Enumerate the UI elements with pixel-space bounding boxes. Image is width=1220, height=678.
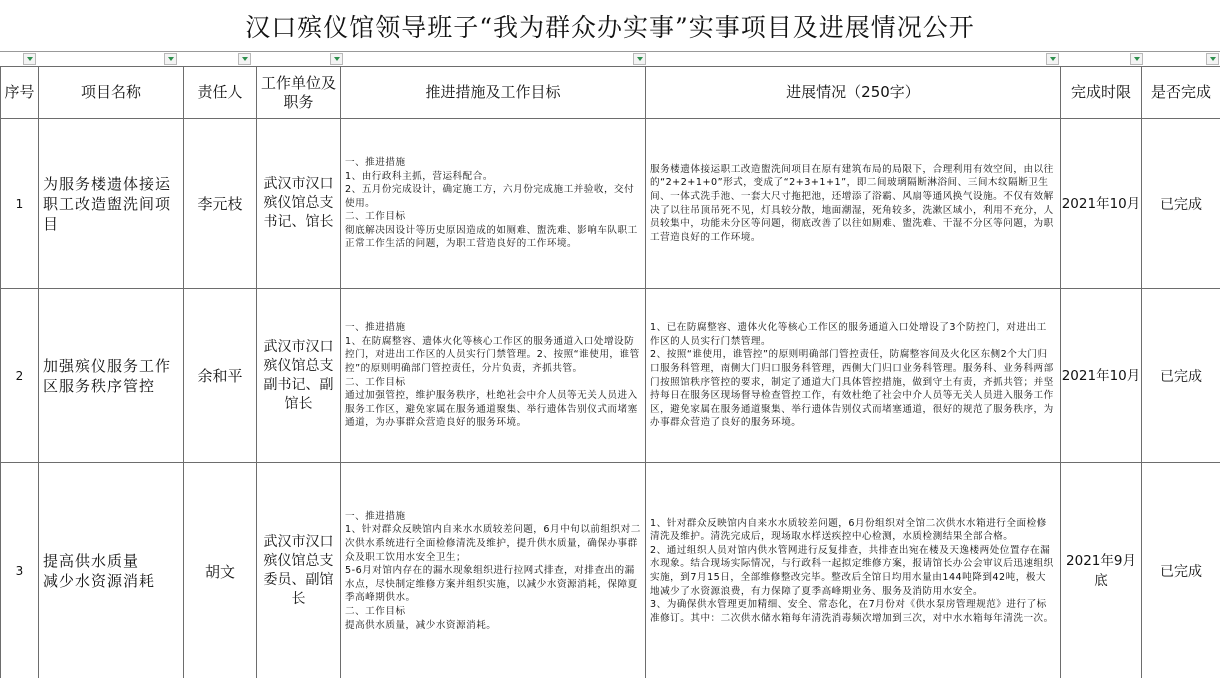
filter-dropdown-icon[interactable] <box>164 53 177 65</box>
completion-status: 已完成 <box>1142 463 1220 678</box>
filter-dropdown-icon[interactable] <box>23 53 36 65</box>
completion-status: 已完成 <box>1142 289 1220 463</box>
row-number: 1 <box>1 119 39 289</box>
deadline: 2021年10月 <box>1061 289 1142 463</box>
column-header: 进展情况（250字） <box>646 67 1061 119</box>
column-header: 序号 <box>1 67 39 119</box>
column-header: 推进措施及工作目标 <box>341 67 646 119</box>
project-name: 加强殡仪服务工作区服务秩序管控 <box>39 289 184 463</box>
work-unit: 武汉市汉口殡仪馆总支书记、馆长 <box>257 119 341 289</box>
projects-table <box>0 66 1220 678</box>
responsible-person: 胡文 <box>184 463 257 678</box>
row-number: 3 <box>1 463 39 678</box>
table-row <box>1 463 1220 678</box>
column-header: 工作单位及职务 <box>257 67 341 119</box>
measures-text: 一、推进措施 1、针对群众反映馆内自来水水质较差问题，6月中旬以前组织对二次供水系统进行全面检修清洗及维护，提升供水质量，确保办事群众及职工饮用水安全卫生； 5-6月对馆内存在的漏水现象组织进行拉网式排查，对排查出的漏水点，尽快制定维修方案并组织实施，以减少水资源消耗，保障夏季高峰期供水。 二、工作目标 提高供水质量，减少水资源消耗。 <box>341 463 646 678</box>
deadline: 2021年9月底 <box>1061 463 1142 678</box>
progress-text: 服务楼遗体接运职工改造盥洗间项目在原有建筑布局的局限下，合理利用有效空间，由以往的“2+2+1+0”形式，变成了“2+3+1+1”，即二间玻璃隔断淋浴间、三间木纹隔断卫生间、一体式洗手池、一套大尺寸拖把池，还增添了浴霸、风扇等通风换气设施。不仅有效解决了以往吊顶吊死不见，灯具较分散，地面潮湿，死角较多，洗漱区域小，利用不充分，人员较集中，功能未分区等问题，彻底改善了以往如厕难、盥洗难、干湿不分区等问题，为职工营造良好的工作环境。 <box>646 119 1061 289</box>
row-number: 2 <box>1 289 39 463</box>
table-row <box>1 119 1220 289</box>
deadline: 2021年10月 <box>1061 119 1142 289</box>
table-row <box>1 289 1220 463</box>
page-title: 汉口殡仪馆领导班子“我为群众办实事”实事项目及进展情况公开 <box>0 0 1220 52</box>
column-header: 责任人 <box>184 67 257 119</box>
filter-dropdown-icon[interactable] <box>238 53 251 65</box>
measures-text: 一、推进措施 1、在防腐整容、遗体火化等核心工作区的服务通道入口处增设防控门，对进出工作区的人员实行门禁管理。2、按照“谁使用，谁管控”的原则明确部门管控责任，分片负责，齐抓共管。 二、工作目标 通过加强管控，维护服务秩序，杜绝社会中介人员等无关人员进入服务工作区，避免家属在服务通道聚集、举行遗体告别仪式而堵塞通道，为办事群众营造良好的服务环境。 <box>341 289 646 463</box>
work-unit: 武汉市汉口殡仪馆总支委员、副馆长 <box>257 463 341 678</box>
filter-dropdown-icon[interactable] <box>330 53 343 65</box>
column-header: 项目名称 <box>39 67 184 119</box>
progress-text: 1、针对群众反映馆内自来水水质较差问题，6月份组织对全馆二次供水水箱进行全面检修清洗及维护。清洗完成后，现场取水样送疾控中心检测，水质检测结果全部合格。 2、通过组织人员对馆内供水管网进行反复排查，共排查出宛在楼及天逸楼两处位置存在漏水现象。结合现场实际情况，与行政科一起拟定维修方案，报请馆长办公会审议后迅速组织实施，到7月15日，全部维修整改完毕。整改后全馆日均用水量由144吨降到42吨，极大地减少了水资源浪费，有力保障了夏季高峰期业务、服务及消防用水安全。 3、为确保供水管理更加精细、安全、常态化，在7月份对《供水泵房管理规范》进行了标准修订。其中：二次供水储水箱每年清洗消毒频次增加到三次，对中水水箱每年清洗一次。 <box>646 463 1061 678</box>
measures-text: 一、推进措施 1、由行政科主抓，营运科配合。 2、五月份完成设计，确定施工方，六月份完成施工并验收，交付使用。 二、工作目标 彻底解决因设计等历史原因造成的如厕难、盥洗难、影响车队职工正常工作生活的问题，为职工营造良好的工作环境。 <box>341 119 646 289</box>
column-header: 完成时限 <box>1061 67 1142 119</box>
responsible-person: 李元枝 <box>184 119 257 289</box>
project-name: 提高供水质量 减少水资源消耗 <box>39 463 184 678</box>
filter-dropdown-icon[interactable] <box>1206 53 1219 65</box>
column-header: 是否完成 <box>1142 67 1220 119</box>
filter-dropdown-icon[interactable] <box>1130 53 1143 65</box>
work-unit: 武汉市汉口殡仪馆总支副书记、副馆长 <box>257 289 341 463</box>
progress-text: 1、已在防腐整容、遗体火化等核心工作区的服务通道入口处增设了3个防控门，对进出工作区的人员实行门禁管理。 2、按照“谁使用，谁管控”的原则明确部门管控责任，防腐整容间及火化区东侧2个大门归口服务科管理，南侧大门归口服务科管理，西侧大门归口业务科管理。服务科、业务科两部门按照馆秩序管控的要求，制定了通道大门具体管控措施，做到守土有责，齐抓共管；并坚持每日在服务区现场督导检查管控工作，有效杜绝了社会中介人员等无关人员进入服务工作区，避免家属在服务通道聚集、举行遗体告别仪式而堵塞通道，很好的规范了服务秩序，为办事群众营造了良好的服务环境。 <box>646 289 1061 463</box>
responsible-person: 余和平 <box>184 289 257 463</box>
filter-dropdown-icon[interactable] <box>1046 53 1059 65</box>
filter-dropdown-icon[interactable] <box>633 53 646 65</box>
filter-row <box>0 52 1220 66</box>
header-row <box>1 67 1220 119</box>
project-name: 为服务楼遗体接运职工改造盥洗间项目 <box>39 119 184 289</box>
completion-status: 已完成 <box>1142 119 1220 289</box>
